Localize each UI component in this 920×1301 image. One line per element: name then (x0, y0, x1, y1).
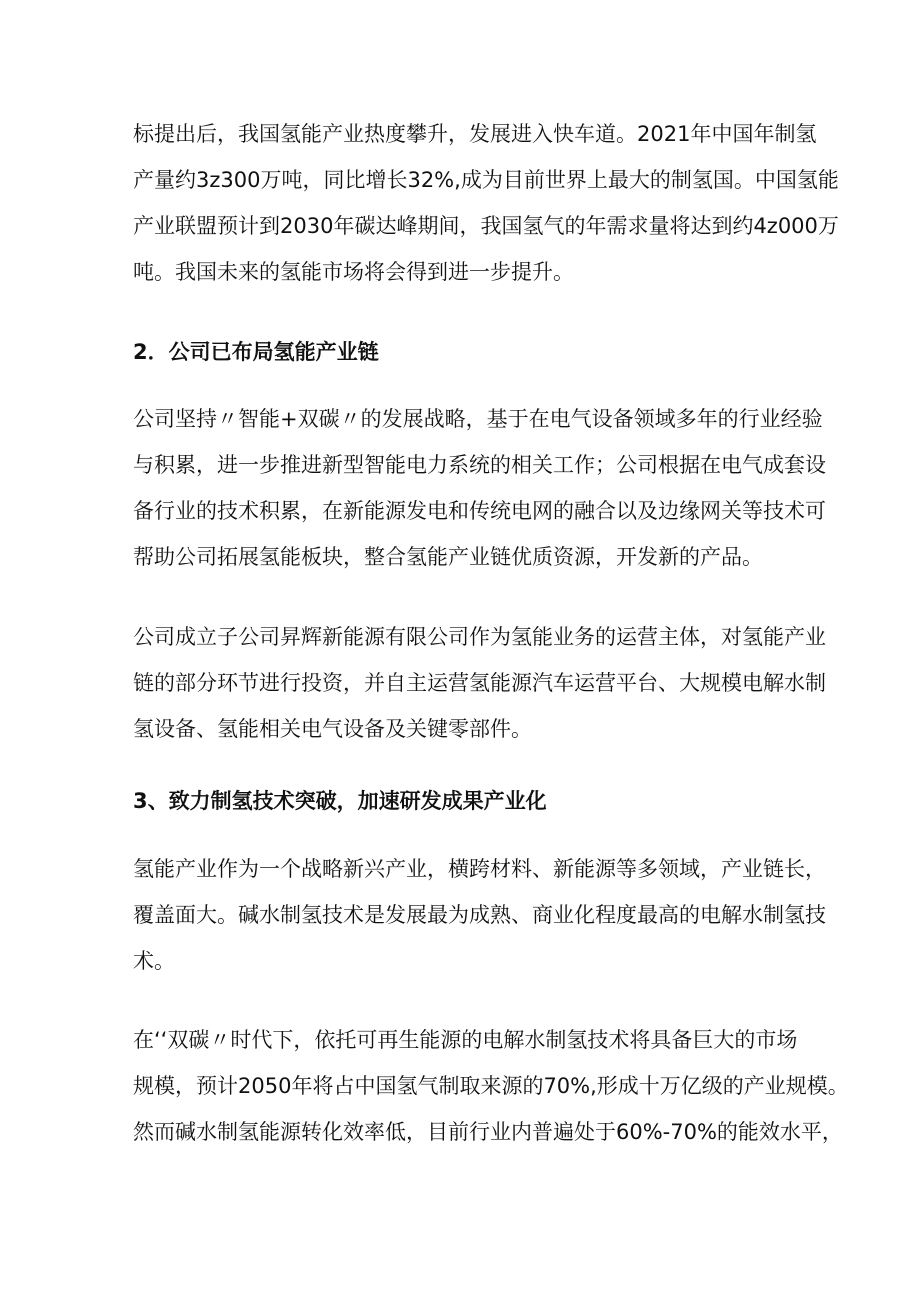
paragraph-industry (133, 846, 826, 984)
paragraph-line: 规模，预计2050年将占中国氢气制取来源的70%,形成十万亿级的产业规模。 (133, 1074, 849, 1098)
paragraph-line: 氢设备、氢能相关电气设备及关键零部件。 (133, 717, 532, 741)
paragraph-line: 术。 (133, 949, 175, 973)
paragraph-line: 备行业的技术积累，在新能源发电和传统电网的融合以及边缘网关等技术可 (133, 499, 826, 523)
paragraph-line: 氢能产业作为一个战略新兴产业，横跨材料、新能源等多领域，产业链长， (133, 857, 826, 881)
paragraph-line: 公司坚持〃智能+双碳〃的发展战略，基于在电气设备领域多年的行业经验 (133, 407, 823, 431)
paragraph-intro (133, 111, 839, 295)
paragraph-line: 公司成立子公司昇辉新能源有限公司作为氢能业务的运营主体，对氢能产业 (133, 625, 826, 649)
paragraph-line: 覆盖面大。碱水制氢技术是发展最为成熟、商业化程度最高的电解水制氢技 (133, 903, 826, 927)
paragraph-outlook (133, 1017, 849, 1155)
paragraph-line: 产业联盟预计到2030年碳达峰期间，我国氢气的年需求量将达到约4z000万 (133, 214, 839, 238)
section-heading-3: 3、致力制氢技术突破，加速研发成果产业化 (133, 789, 547, 813)
paragraph-line: 与积累，进一步推进新型智能电力系统的相关工作；公司根据在电气成套设 (133, 453, 826, 477)
paragraph-strategy (133, 396, 826, 580)
paragraph-line: 吨。我国未来的氢能市场将会得到进一步提升。 (133, 260, 574, 284)
paragraph-line: 帮助公司拓展氢能板块，整合氢能产业链优质资源，开发新的产品。 (133, 545, 763, 569)
paragraph-line: 在‘‘双碳〃时代下，依托可再生能源的电解水制氢技术将具备巨大的市场 (133, 1028, 798, 1052)
paragraph-line: 产量约3z300万吨，同比增长32%,成为目前世界上最大的制氢国。中国氢能 (133, 168, 839, 192)
section-heading-2: 2．公司已布局氢能产业链 (133, 340, 379, 364)
paragraph-subsidiary (133, 614, 826, 752)
paragraph-line: 然而碱水制氢能源转化效率低，目前行业内普遍处于60%-70%的能效水平， (133, 1120, 843, 1144)
paragraph-line: 标提出后，我国氢能产业热度攀升，发展进入快车道。2021年中国年制氢 (133, 122, 817, 146)
paragraph-line: 链的部分环节进行投资，并自主运营氢能源汽车运营平台、大规模电解水制 (133, 671, 826, 695)
